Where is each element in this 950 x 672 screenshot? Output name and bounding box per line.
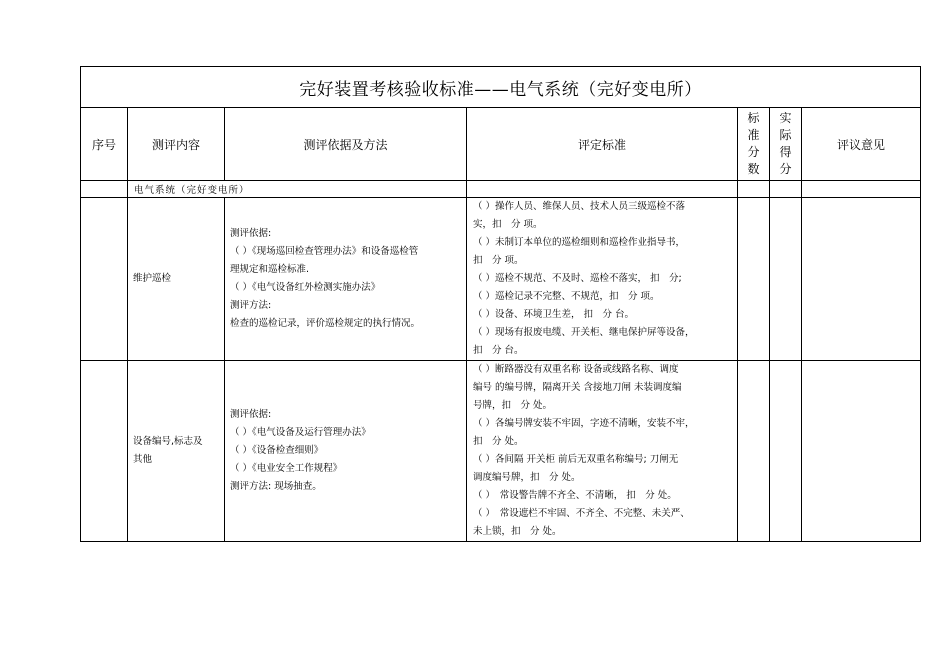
document-title: 完好装置考核验收标准——电气系统（完好变电所） [81,67,921,108]
standards-sheet [80,66,920,542]
standard-line: （ ）巡检不规范、不及时、巡检不落实， 扣 分; [473,273,682,284]
basis-line: 检查的巡检记录，评价巡检规定的执行情况。 [230,318,421,329]
header-standard-score-char: 分 [747,145,760,159]
header-seq: 序号 [81,108,128,181]
header-comment: 评议意见 [802,108,921,181]
basis-line: （ ）《设备检查细则》 [230,445,324,456]
basis-line: （ ）《现场巡回检查管理办法》和设备巡检管 [230,246,419,257]
header-standard: 评定标准 [467,108,738,181]
standard-line: （ ）断路器没有双重名称 设备或线路名称、调度 [473,364,679,375]
standard-line: （ ） 常设警告牌不齐全、不清晰， 扣 分 处。 [473,490,677,501]
basis-line: 测评依据: [230,228,272,239]
basis-line: （ ）《电业安全工作规程》 [230,463,343,474]
standard-line: （ ）巡检记录不完整、不规范，扣 分 项。 [473,291,660,302]
standards-table [80,66,921,542]
row-seq-cell [81,198,128,361]
table-row [81,198,921,361]
header-standard-score-char: 数 [747,162,760,176]
header-content: 测评内容 [128,108,225,181]
basis-line: （ ）《电气设备红外检测实施办法》 [230,282,381,293]
section-label: 电气系统（完好变电所） [128,181,467,198]
row-standard [467,361,738,542]
standard-line: （ ）未制订本单位的巡检细则和巡检作业指导书， [473,237,686,248]
header-actual-score-char: 得 [779,145,792,159]
row-standard [467,198,738,361]
table-row [81,361,921,542]
standard-line: 调度编号牌，扣 分 处。 [473,472,581,483]
row-basis [225,198,467,361]
standard-line: 实，扣 分 项。 [473,219,543,230]
standard-line: （ ）设备、环境卫生差， 扣 分 台。 [473,309,635,320]
row-basis [225,361,467,542]
section-empty-cell [802,181,921,198]
row-content [128,361,225,542]
basis-line: 理规定和巡检标准. [230,264,310,275]
standard-line: （ ） 常设遮栏不牢固、不齐全、不完整、未关严、 [473,508,690,519]
section-row [81,181,921,198]
header-actual-score [770,108,802,181]
row-seq-cell [81,361,128,542]
basis-line: 测评方法: [230,300,272,311]
row-actual-score-cell[interactable] [770,198,802,361]
header-actual-score-char: 实 [779,111,792,125]
row-standard-score-cell[interactable] [738,198,770,361]
basis-line: 测评依据: [230,409,272,420]
standard-line: （ ）各编号牌安装不牢固，字迹不清晰，安装不牢， [473,418,695,429]
row-comment-cell[interactable] [802,361,921,542]
section-empty-cell [770,181,802,198]
standard-line: 未上锁，扣 分 处。 [473,526,562,537]
standard-line: 扣 分 处。 [473,436,524,447]
standard-line: （ ）操作人员、维保人员、技术人员三级巡检不落 [473,201,686,212]
row-comment-cell[interactable] [802,198,921,361]
basis-line: 测评方法: 现场抽查。 [230,481,322,492]
row-standard-score-cell[interactable] [738,361,770,542]
header-row [81,108,921,181]
section-empty-cell [738,181,770,198]
header-standard-score-char: 准 [747,128,760,142]
content-line: 其他 [133,454,153,465]
standard-line: 号牌，扣 分 处。 [473,400,553,411]
content-line: 设备编号,标志及 [133,436,203,447]
section-seq-cell [81,181,128,198]
header-standard-score [738,108,770,181]
basis-line: （ ）《电气设备及运行管理办法》 [230,427,371,438]
row-actual-score-cell[interactable] [770,361,802,542]
header-standard-score-char: 标 [747,111,760,125]
standard-line: （ ）现场有报废电缆、开关柜、继电保护屏等设备， [473,327,695,338]
standard-line: 扣 分 台。 [473,345,524,356]
standard-line: 扣 分 项。 [473,255,524,266]
standard-line: 编号 的编号牌，隔离开关 含接地刀闸 未装调度编 [473,382,682,393]
header-basis: 测评依据及方法 [225,108,467,181]
section-empty-cell [467,181,738,198]
standard-line: （ ）各间隔 开关柜 前后无双重名称编号; 刀闸无 [473,454,679,465]
header-actual-score-char: 际 [779,128,792,142]
header-actual-score-char: 分 [779,162,792,176]
row-content: 维护巡检 [128,198,225,361]
